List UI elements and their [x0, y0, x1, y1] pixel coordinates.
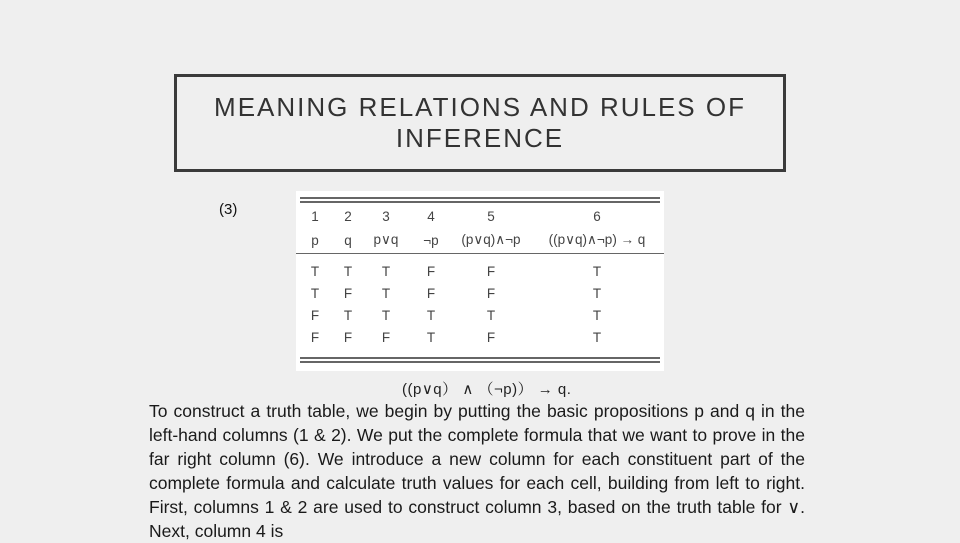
table-cell: T	[592, 307, 602, 323]
table-cell: T	[426, 307, 436, 323]
header-cell: ¬p	[423, 232, 439, 248]
table-cell: T	[592, 329, 602, 345]
header-cell: ((p∨q)∧¬p) → q	[548, 232, 646, 247]
table-cell: F	[426, 285, 436, 301]
table-cell: T	[592, 263, 602, 279]
table-bottom-rule-2	[300, 361, 660, 363]
table-cell: T	[310, 263, 320, 279]
table-cell: F	[486, 285, 496, 301]
table-cell: T	[381, 263, 391, 279]
table-row	[296, 326, 664, 348]
table-cell: F	[381, 329, 391, 345]
title-box	[174, 74, 786, 172]
table-cell: F	[486, 263, 496, 279]
table-cell: F	[310, 329, 320, 345]
table-cell: T	[381, 307, 391, 323]
table-cell: T	[592, 285, 602, 301]
table-bottom-rule	[300, 357, 660, 359]
table-header-numbers	[296, 205, 664, 227]
slide-title: MEANING RELATIONS AND RULES OF INFERENCE	[214, 92, 746, 153]
header-cell: (p∨q)∧¬p	[461, 232, 521, 247]
table-cell: F	[426, 263, 436, 279]
header-cell: 1	[311, 208, 319, 224]
header-cell: p∨q	[373, 232, 399, 247]
table-cell: T	[426, 329, 436, 345]
table-cell: F	[486, 329, 496, 345]
header-cell: 5	[487, 208, 495, 224]
table-cell: T	[343, 263, 353, 279]
example-label: (3)	[219, 201, 238, 218]
table-top-rule-2	[300, 201, 660, 203]
table-cell: F	[310, 307, 320, 323]
body-paragraph: To construct a truth table, we begin by putting the basic propositions p and q in the left-hand columns (1 & 2). We put the complete formula that we want to prove in the far right column (6). We introduce a new column for each constituent part of the complete formula and calculate truth values for each cell, building from left to right. First, columns 1 & 2 are used to construct column 3, based on the truth table for ∨. Next, column 4 is	[149, 401, 805, 541]
header-cell: 3	[382, 208, 390, 224]
truth-table	[296, 205, 664, 348]
table-cell: F	[343, 285, 353, 301]
table-cell: T	[310, 285, 320, 301]
truth-table-figure	[296, 191, 664, 371]
table-top-rule	[300, 197, 660, 199]
header-cell: p	[311, 232, 319, 248]
table-row	[296, 260, 664, 282]
header-cell: 6	[593, 208, 601, 224]
table-cell: T	[343, 307, 353, 323]
table-cell: T	[381, 285, 391, 301]
table-row	[296, 282, 664, 304]
table-cell: T	[486, 307, 496, 323]
header-cell: 4	[427, 208, 435, 224]
table-row	[296, 304, 664, 326]
header-cell: q	[344, 232, 352, 248]
table-header-formulas	[296, 227, 664, 254]
header-cell: 2	[344, 208, 352, 224]
formula-caption: ((p∨q） ∧ （¬p)） → q.	[402, 381, 572, 398]
table-cell: F	[343, 329, 353, 345]
